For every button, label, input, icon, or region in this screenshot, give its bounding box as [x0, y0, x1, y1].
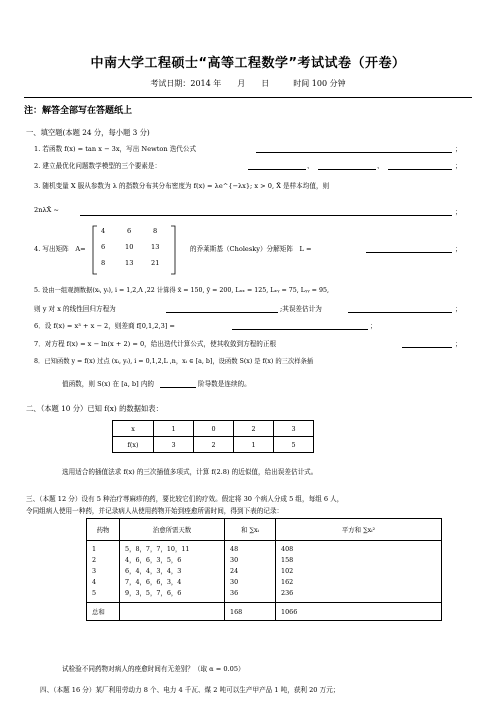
- q8b-text: 值函数，则 S(x) 在 [a, b] 内的: [62, 380, 155, 388]
- table-cell: 5: [274, 437, 314, 453]
- list-item: 48: [230, 545, 239, 553]
- section3-text: 试检验不同药物对病人的痊愈时间有无差别？（取 α = 0.05）: [62, 665, 245, 673]
- q5c-text: ;其误差估计为: [280, 305, 322, 313]
- data-table: [112, 420, 314, 453]
- table-cell: 1: [234, 437, 274, 453]
- total-sqsum: 1066: [276, 603, 442, 621]
- sqsum-col: [276, 541, 442, 603]
- list-item: 408: [281, 545, 294, 553]
- q7-semicolon: ；: [455, 340, 462, 348]
- table-cell: 0: [194, 421, 234, 437]
- days-col: [120, 541, 225, 603]
- matrix-cell: 8: [153, 227, 158, 235]
- table-cell: 2: [194, 437, 234, 453]
- list-item: 5，8，7，7，10，11: [125, 545, 190, 553]
- q3-semicolon: ；: [455, 208, 462, 216]
- q6-text: 6．设 f(x) = x³ + x − 2，则差商 f[0,1,2,3] =: [34, 322, 175, 330]
- list-item: 2: [92, 556, 97, 564]
- section1-heading: 一、填空题(本题 24 分，每小题 3 分): [26, 128, 150, 137]
- matrix-cell: 6: [127, 227, 132, 235]
- q4-text: 4. 写出矩阵 A=: [34, 245, 86, 253]
- q2-sep-2: 、: [377, 162, 384, 170]
- matrix-cell: 10: [125, 243, 134, 251]
- total-empty: [120, 603, 225, 621]
- list-item: 30: [230, 556, 239, 564]
- list-item: 7，4，6，6，3，4: [125, 578, 182, 586]
- drug-header: 药物: [87, 519, 120, 541]
- section4-heading: 四、（本题 16 分）某厂利用劳动力 8 个、电力 4 千瓦、煤 2 吨可以生产甲产品 1 吨，获利 20 万元；: [40, 686, 340, 694]
- sum-col: [225, 541, 276, 603]
- q7-blank: [402, 347, 452, 348]
- q1-text: 1. 若函数 f(x) = tan x − 3x，写出 Newton 迭代公式: [34, 145, 197, 153]
- matrix-cell: 13: [125, 259, 134, 267]
- total-label: 总和: [87, 603, 120, 621]
- list-item: 9，3，5，7，6，6: [125, 589, 182, 597]
- section2-heading: 二、（本题 10 分）已知 f(x) 的数据如表：: [26, 404, 163, 413]
- matrix-cell: 6: [101, 243, 106, 251]
- table-header-x: x: [113, 421, 154, 437]
- list-item: 6，4，4，3，4，3: [125, 567, 182, 575]
- drug-col: [87, 541, 120, 603]
- section3-heading: 三、（本题 12 分）设有 5 种治疗荨麻疹的药，要比较它们的疗效。假定将 30 个病人分成 5 组，每组 6 人，: [26, 495, 344, 503]
- q2-blank-1: [248, 169, 306, 170]
- q6-blank: [232, 329, 368, 330]
- matrix-cell: 8: [101, 259, 106, 267]
- list-item: 36: [230, 589, 239, 597]
- q3b-text: 2nλX̄ ~: [34, 206, 59, 214]
- list-item: 4，6，6，3，5，6: [125, 556, 182, 564]
- list-item: 162: [281, 578, 294, 586]
- q2-text: 2. 建立最优化问题数学模型的三个要素是：: [34, 162, 162, 170]
- q5-blank-1: [166, 312, 278, 313]
- q8-text: 8．已知函数 y = f(x) 过点 (xᵢ, yᵢ), i = 0,1,2,L ,n，xᵢ ∈ [a, b]，设函数 S(x) 是 f(x) 的三次样条插: [34, 358, 314, 365]
- q8c-text: 阶导数是连续的。: [198, 380, 251, 388]
- q4b-text: 的乔莱斯基（Cholesky）分解矩阵 L =: [190, 245, 312, 253]
- table-header-f: f(x): [113, 437, 154, 453]
- q5b-text: 则 y 对 x 的线性回归方程为: [34, 305, 116, 313]
- list-item: 30: [230, 578, 239, 586]
- section2-text: 选用适合的插值法求 f(x) 的三次插值多项式，计算 f(2.8) 的近似值，给出误差估计式。: [62, 468, 318, 476]
- table-cell: 3: [274, 421, 314, 437]
- header-divider: [24, 97, 472, 98]
- q4-blank: [366, 252, 452, 253]
- q2-blank-2: [318, 169, 376, 170]
- table-cell: 1: [154, 421, 194, 437]
- exam-note: 注：解答全部写在答题纸上: [24, 106, 133, 116]
- sum-header: 和 ∑xᵢ: [225, 519, 276, 541]
- matrix-cell: 13: [151, 243, 160, 251]
- exam-date: 考试日期：2014 年 月 日 时间 100 分钟: [150, 79, 346, 88]
- drug-table: [86, 518, 442, 621]
- matrix-cell: 21: [151, 259, 160, 267]
- q6-semicolon: ；: [370, 322, 377, 330]
- matrix-cell: 4: [101, 227, 106, 235]
- q2-blank-3: [388, 169, 452, 170]
- list-item: 4: [92, 578, 97, 586]
- list-item: 158: [281, 556, 294, 564]
- list-item: 24: [230, 567, 239, 575]
- table-cell: 2: [234, 421, 274, 437]
- total-sum: 168: [225, 603, 276, 621]
- q5-semicolon: ；: [455, 305, 462, 313]
- list-item: 5: [92, 589, 97, 597]
- list-item: 236: [281, 589, 294, 597]
- q3-blank: [80, 215, 452, 216]
- q2-sep-1: 、: [307, 162, 314, 170]
- q1-blank: [256, 152, 452, 153]
- days-header: 治愈所需天数: [120, 519, 225, 541]
- q7-text: 7．对方程 f(x) = x − ln(x + 2) = 0，给出迭代计算公式，使其收敛到方程的正根: [34, 340, 277, 348]
- q2-semicolon: ；: [455, 162, 462, 170]
- section3-heading-2: 令同组病人使用一种药，并记录病人从使用药物开始到痊愈所需时间，得到下表的记录：: [26, 507, 284, 515]
- q3-text: 3. 随机变量 X 服从参数为 λ 的指数分布其分布密度为 f(x) = λe^{−λx}; x > 0, X̄ 是样本均值，则: [34, 182, 330, 190]
- q4-semicolon: ；: [455, 245, 462, 253]
- q8-blank: [160, 387, 196, 388]
- q1-semicolon: ；: [455, 145, 462, 153]
- matrix-A: [91, 224, 177, 276]
- list-item: 1: [92, 545, 97, 553]
- exam-title: 中南大学工程硕士“高等工程数学”考试试卷（开卷）: [90, 56, 406, 71]
- list-item: 102: [281, 567, 294, 575]
- q5-text: 5. 设由一组观测数据(xᵢ, yᵢ), i = 1,2,Λ ,22 计算得 x̄ = 150, ȳ = 200, Lₓₓ = 125, Lₓᵧ = 75, Lᵧᵧ = 95,: [34, 287, 329, 294]
- list-item: 3: [92, 567, 97, 575]
- sqsum-header: 平方和 ∑xᵢ²: [276, 519, 442, 541]
- table-cell: 3: [154, 437, 194, 453]
- q5-blank-2: [348, 312, 452, 313]
